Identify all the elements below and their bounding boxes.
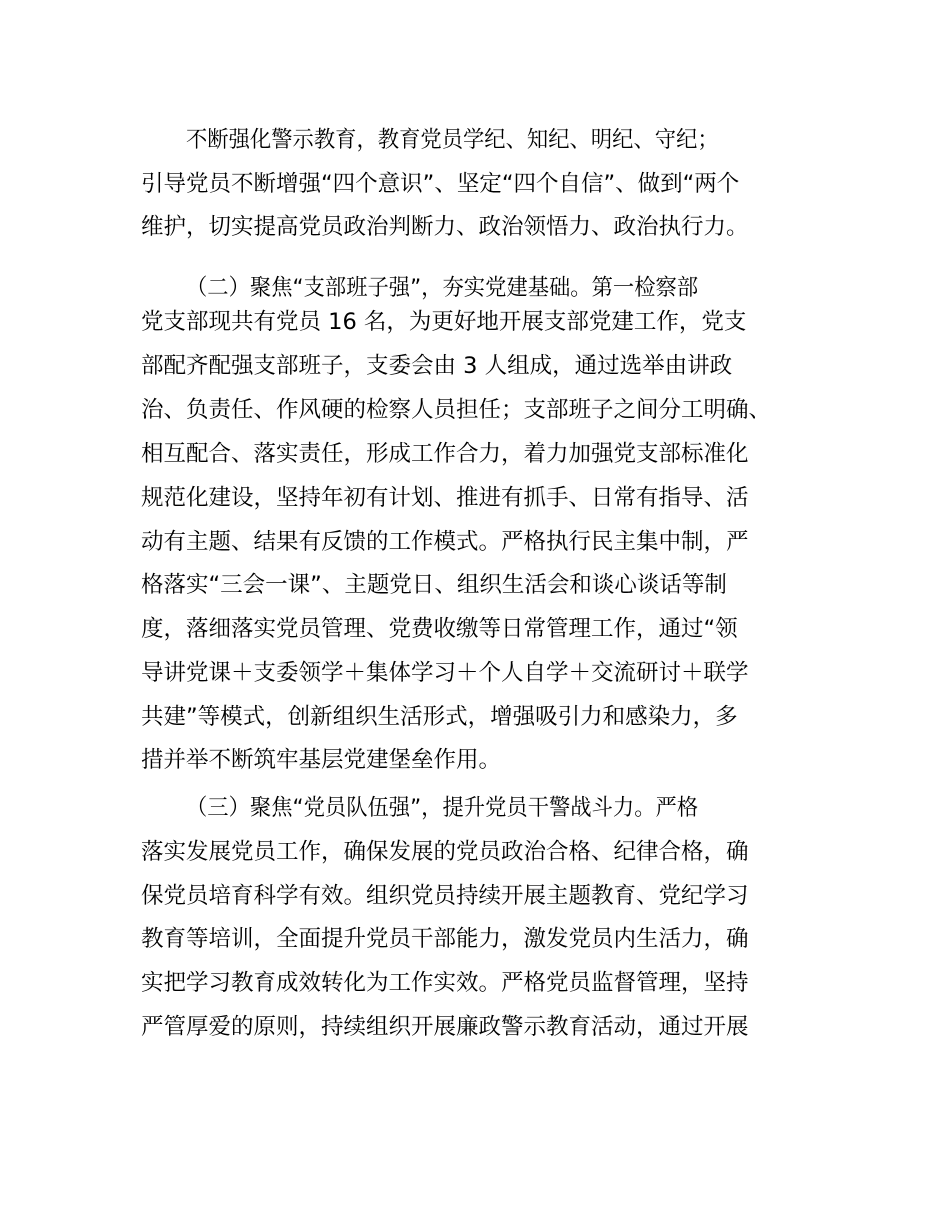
text-line: （三）聚焦“党员队伍强”，提升党员干警战斗力。严格 xyxy=(186,795,699,821)
text-line: 度，落细落实党员管理、党费收缴等日常管理工作，通过“领 xyxy=(141,616,738,642)
text-line: 动有主题、结果有反馈的工作模式。严格执行民主集中制，严 xyxy=(141,529,749,555)
text-line: 部配齐配强支部班子，支委会由 3 人组成，通过选举由讲政 xyxy=(141,353,733,379)
text-line: 治、负责任、作风硬的检察人员担任；支部班子之间分工明确、 xyxy=(141,397,772,423)
text-line: 措并举不断筑牢基层党建堡垒作用。 xyxy=(141,747,502,773)
text-line: 导讲党课＋支委领学＋集体学习＋个人自学＋交流研讨＋联学 xyxy=(141,660,749,686)
text-line: 相互配合、落实责任，形成工作合力，着力加强党支部标准化 xyxy=(141,441,749,467)
text-line: 规范化建设，坚持年初有计划、推进有抓手、日常有指导、活 xyxy=(141,485,749,511)
text-line: 保党员培育科学有效。组织党员持续开展主题教育、党纪学习 xyxy=(141,883,749,909)
text-line: 党支部现共有党员 16 名，为更好地开展支部党建工作，党支 xyxy=(141,309,747,335)
text-line: 教育等培训，全面提升党员干部能力，激发党员内生活力，确 xyxy=(141,926,749,952)
text-line: （二）聚焦“支部班子强”，夯实党建基础。第一检察部 xyxy=(186,275,699,301)
text-line: 引导党员不断增强“四个意识”、坚定“四个自信”、做到“两个 xyxy=(141,171,740,197)
text-line: 不断强化警示教育，教育党员学纪、知纪、明纪、守纪； xyxy=(186,127,719,153)
text-line: 严管厚爱的原则，持续组织开展廉政警示教育活动，通过开展 xyxy=(141,1014,749,1040)
text-line: 共建”等模式，创新组织生活形式，增强吸引力和感染力，多 xyxy=(141,704,738,730)
text-line: 实把学习教育成效转化为工作实效。严格党员监督管理，坚持 xyxy=(141,970,749,996)
text-line: 落实发展党员工作，确保发展的党员政治合格、纪律合格，确 xyxy=(141,839,749,865)
text-line: 维护，切实提高党员政治判断力、政治领悟力、政治执行力。 xyxy=(141,214,749,240)
text-line: 格落实“三会一课”、主题党日、组织生活会和谈心谈话等制 xyxy=(141,572,727,598)
